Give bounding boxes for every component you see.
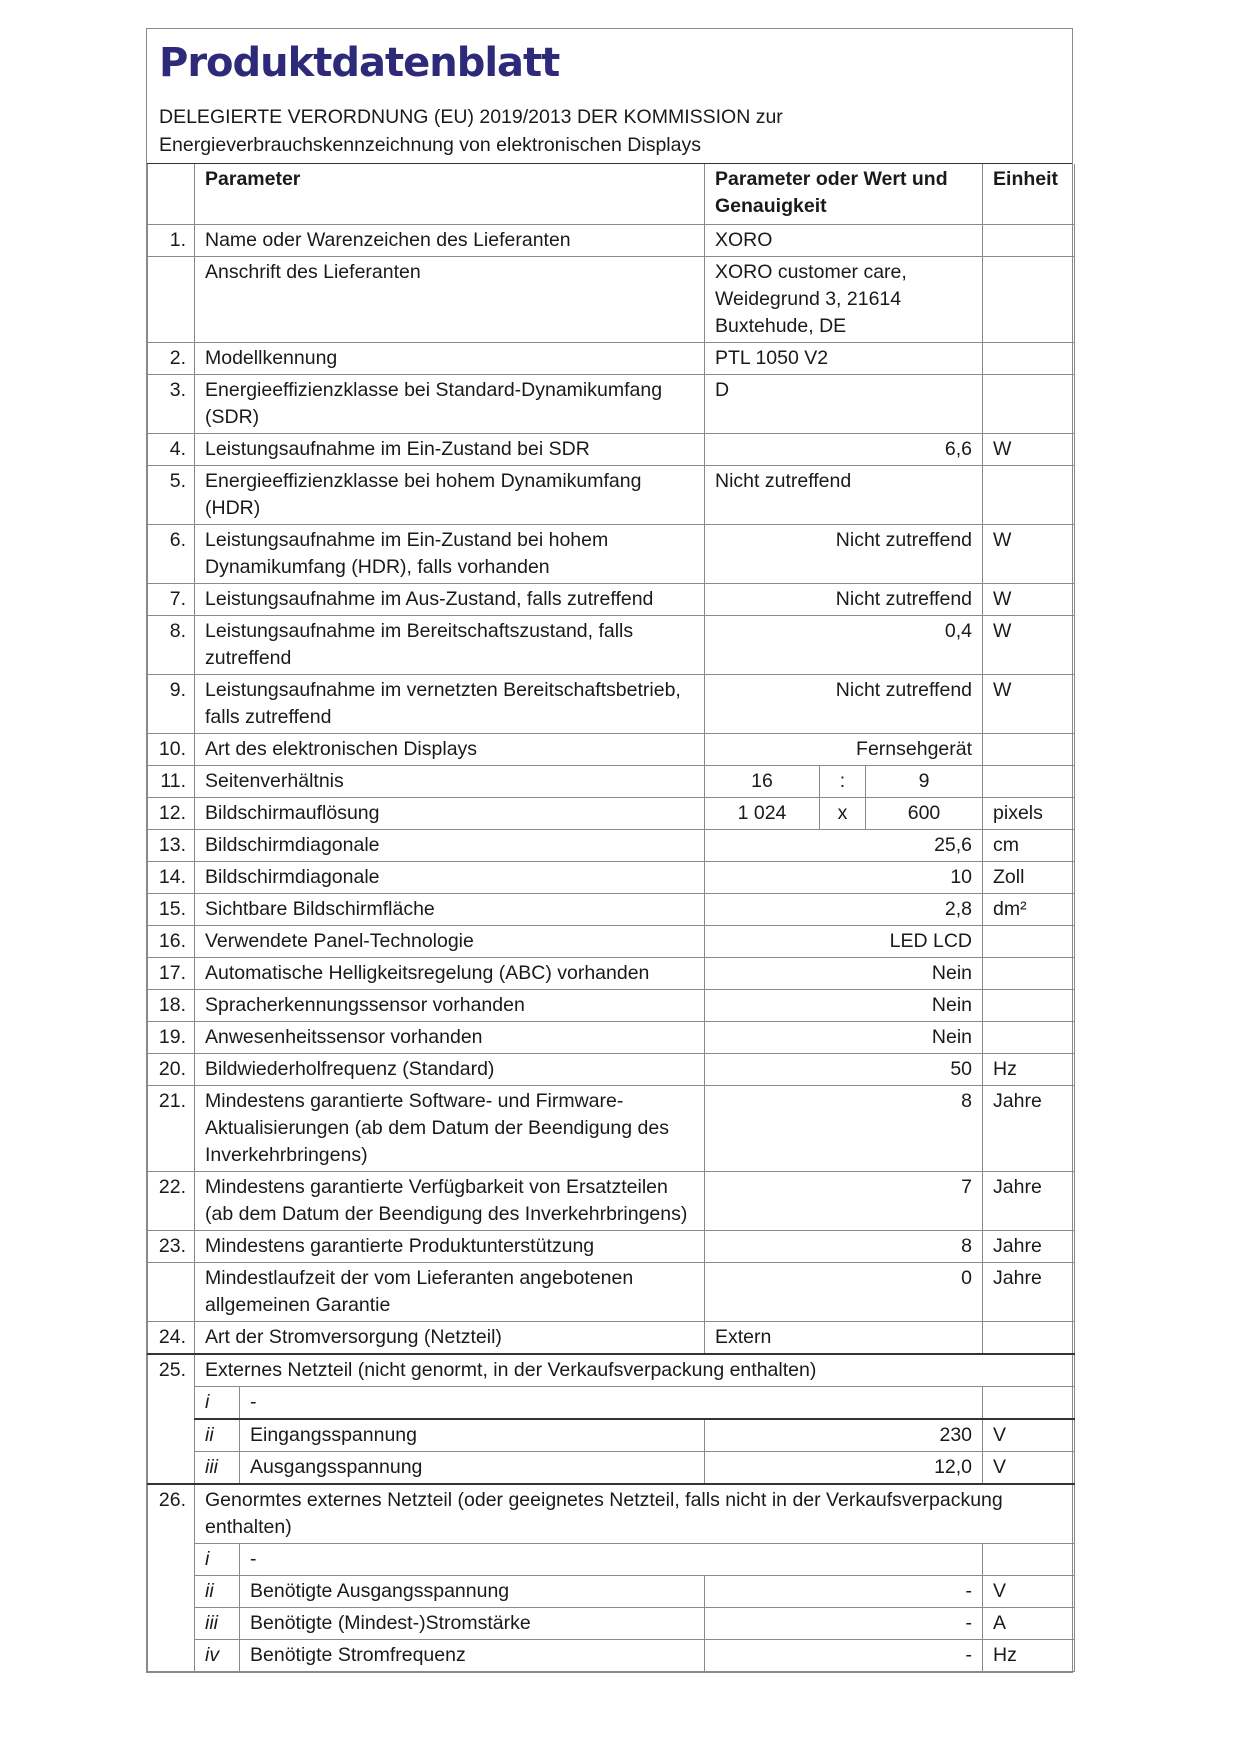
sub-item-unit: V [983,1575,1075,1607]
parameter-table [147,164,1075,1672]
row-parameter: Seitenverhältnis [195,765,705,797]
row-unit [983,224,1075,256]
sub-item-unit: V [983,1451,1075,1484]
row-value: 2,8 [705,893,983,925]
table-row [148,989,1075,1021]
subtitle-line-2: Energieverbrauchskennzeichnung von elektronischen Displays [159,134,701,156]
row-unit: cm [983,829,1075,861]
sub-item-row [148,1451,1075,1484]
row-unit [983,465,1075,524]
row-parameter: Energieeffizienzklasse bei Standard-Dynamikumfang (SDR) [195,374,705,433]
row-unit: pixels [983,797,1075,829]
row-unit: Jahre [983,1230,1075,1262]
product-data-sheet [146,28,1073,1673]
sub-item-unit: Hz [983,1639,1075,1671]
row-value: XORO customer care, Weidegrund 3, 21614 Buxtehude, DE [705,256,983,342]
row-number: 3. [148,374,195,433]
row-value: 0,4 [705,615,983,674]
table-row [148,733,1075,765]
table-row [148,1021,1075,1053]
row-value: Fernsehgerät [705,733,983,765]
table-row [148,524,1075,583]
row-number: 9. [148,674,195,733]
row-parameter: Leistungsaufnahme im Ein-Zustand bei SDR [195,433,705,465]
row-unit [983,733,1075,765]
subtitle-line-1: DELEGIERTE VERORDNUNG (EU) 2019/2013 DER KOMMISSION zur [159,106,783,128]
sub-item-roman: i [195,1386,240,1419]
row-value: 7 [705,1171,983,1230]
row-unit: W [983,674,1075,733]
row-parameter: Anwesenheitssensor vorhanden [195,1021,705,1053]
table-header-row [148,164,1075,224]
table-row [148,583,1075,615]
table-row [148,957,1075,989]
section26-title-row [148,1484,1075,1544]
header-parameter: Parameter [195,164,705,224]
row-number: 24. [148,1321,195,1354]
row-parameter: Mindestens garantierte Software- und Firmware-Aktualisierungen (ab dem Datum der Beendigung des Inverkehrbringens) [195,1085,705,1171]
title-block [147,29,1072,164]
table-row [148,1171,1075,1230]
row-parameter: Leistungsaufnahme im Aus-Zustand, falls zutreffend [195,583,705,615]
row-parameter: Bildschirmauflösung [195,797,705,829]
row-value: 6,6 [705,433,983,465]
section25-title-row [148,1354,1075,1387]
table-row [148,893,1075,925]
row-number: 22. [148,1171,195,1230]
page-title: Produktdatenblatt [159,40,560,86]
row-unit [983,374,1075,433]
row-unit: Hz [983,1053,1075,1085]
row-unit: dm² [983,893,1075,925]
row-value: Nein [705,989,983,1021]
row-unit: Jahre [983,1085,1075,1171]
row-unit: Zoll [983,861,1075,893]
row-value: LED LCD [705,925,983,957]
table-row [148,1085,1075,1171]
row-unit [983,989,1075,1021]
row-value: Nicht zutreffend [705,465,983,524]
section-title: Externes Netzteil (nicht genormt, in der Verkaufsverpackung enthalten) [195,1354,1075,1387]
row-parameter: Mindestens garantierte Produktunterstützung [195,1230,705,1262]
row-value: 0 [705,1262,983,1321]
regulation-subtitle [159,103,1060,159]
row-parameter: Energieeffizienzklasse bei hohem Dynamikumfang (HDR) [195,465,705,524]
row-number: 4. [148,433,195,465]
row-parameter: Bildschirmdiagonale [195,861,705,893]
row-number: 7. [148,583,195,615]
row-parameter: Leistungsaufnahme im Bereitschaftszustand, falls zutreffend [195,615,705,674]
row-unit [983,1021,1075,1053]
sub-item-row [148,1607,1075,1639]
sub-item-label: Eingangsspannung [240,1419,705,1452]
sub-item-roman: iv [195,1639,240,1671]
row-parameter: Art des elektronischen Displays [195,733,705,765]
table-row [148,374,1075,433]
row-parameter: Bildschirmdiagonale [195,829,705,861]
sub-item-label: - [240,1543,983,1575]
table-row [148,465,1075,524]
row-number: 6. [148,524,195,583]
row-number: 18. [148,989,195,1021]
sub-item-roman: iii [195,1607,240,1639]
row-number: 8. [148,615,195,674]
row-number: 15. [148,893,195,925]
row-unit: Jahre [983,1262,1075,1321]
sub-item-unit: A [983,1607,1075,1639]
row-parameter: Sichtbare Bildschirmfläche [195,893,705,925]
table-row [148,1230,1075,1262]
table-row [148,925,1075,957]
row-number: 2. [148,342,195,374]
row-parameter: Leistungsaufnahme im Ein-Zustand bei hohem Dynamikumfang (HDR), falls vorhanden [195,524,705,583]
sub-item-roman: i [195,1543,240,1575]
row-value: Extern [705,1321,983,1354]
row-number: 5. [148,465,195,524]
row-parameter: Modellkennung [195,342,705,374]
row-parameter: Leistungsaufnahme im vernetzten Bereitschaftsbetrieb, falls zutreffend [195,674,705,733]
row-value-b: 9 [866,765,983,797]
row-value: 50 [705,1053,983,1085]
sub-item-unit [983,1386,1075,1419]
sub-item-label: Ausgangsspannung [240,1451,705,1484]
row-unit [983,1321,1075,1354]
row-parameter: Bildwiederholfrequenz (Standard) [195,1053,705,1085]
row-number: 10. [148,733,195,765]
row-value: Nicht zutreffend [705,674,983,733]
sub-item-row [148,1386,1075,1419]
table-row [148,861,1075,893]
row-unit: W [983,524,1075,583]
sub-item-row [148,1543,1075,1575]
row-value: D [705,374,983,433]
row-parameter: Automatische Helligkeitsregelung (ABC) vorhanden [195,957,705,989]
row-number: 12. [148,797,195,829]
table-row [148,615,1075,674]
row-value-separator: : [820,765,866,797]
row-number: 23. [148,1230,195,1262]
row-unit [983,765,1075,797]
section-number: 26. [148,1484,195,1672]
row-value: 8 [705,1230,983,1262]
row-unit: W [983,615,1075,674]
table-row [148,1321,1075,1354]
row-parameter: Spracherkennungssensor vorhanden [195,989,705,1021]
row-number: 19. [148,1021,195,1053]
row-parameter: Name oder Warenzeichen des Lieferanten [195,224,705,256]
sub-item-label: - [240,1386,983,1419]
sub-item-value: 230 [705,1419,983,1452]
row-unit [983,925,1075,957]
section-title: Genormtes externes Netzteil (oder geeignetes Netzteil, falls nicht in der Verkaufsverpackung enthalten) [195,1484,1075,1544]
sub-item-row [148,1575,1075,1607]
row-parameter: Verwendete Panel-Technologie [195,925,705,957]
header-value: Parameter oder Wert und Genauigkeit [705,164,983,224]
sub-item-unit: V [983,1419,1075,1452]
sub-item-value: 12,0 [705,1451,983,1484]
row-value: 25,6 [705,829,983,861]
row-unit [983,256,1075,342]
row-value: XORO [705,224,983,256]
table-row [148,829,1075,861]
row-number: 14. [148,861,195,893]
sub-item-label: Benötigte Ausgangsspannung [240,1575,705,1607]
sub-item-roman: ii [195,1419,240,1452]
header-num [148,164,195,224]
table-row [148,433,1075,465]
table-row [148,224,1075,256]
sub-item-label: Benötigte (Mindest-)Stromstärke [240,1607,705,1639]
row-number: 20. [148,1053,195,1085]
row-unit [983,957,1075,989]
table-row [148,797,1075,829]
table-row [148,256,1075,342]
row-number [148,256,195,342]
row-value: 10 [705,861,983,893]
row-value: Nicht zutreffend [705,524,983,583]
row-unit: Jahre [983,1171,1075,1230]
row-value-a: 16 [705,765,820,797]
sub-item-roman: ii [195,1575,240,1607]
row-value: Nicht zutreffend [705,583,983,615]
row-number: 16. [148,925,195,957]
sub-item-label: Benötigte Stromfrequenz [240,1639,705,1671]
sub-item-row [148,1639,1075,1671]
row-parameter: Mindestens garantierte Verfügbarkeit von Ersatzteilen (ab dem Datum der Beendigung des Inverkehrbringens) [195,1171,705,1230]
row-number: 13. [148,829,195,861]
table-row [148,765,1075,797]
row-unit: W [983,583,1075,615]
row-parameter: Anschrift des Lieferanten [195,256,705,342]
table-row [148,1053,1075,1085]
row-value-separator: x [820,797,866,829]
sub-item-roman: iii [195,1451,240,1484]
row-unit: W [983,433,1075,465]
row-value: 8 [705,1085,983,1171]
row-value: PTL 1050 V2 [705,342,983,374]
row-value-b: 600 [866,797,983,829]
row-number: 11. [148,765,195,797]
row-value: Nein [705,957,983,989]
row-number [148,1262,195,1321]
row-number: 1. [148,224,195,256]
table-row [148,1262,1075,1321]
row-parameter: Art der Stromversorgung (Netzteil) [195,1321,705,1354]
table-row [148,674,1075,733]
table-row [148,342,1075,374]
header-unit: Einheit [983,164,1075,224]
sub-item-value: - [705,1575,983,1607]
sub-item-row [148,1419,1075,1452]
row-value-a: 1 024 [705,797,820,829]
row-number: 21. [148,1085,195,1171]
row-number: 17. [148,957,195,989]
row-parameter: Mindestlaufzeit der vom Lieferanten angebotenen allgemeinen Garantie [195,1262,705,1321]
row-unit [983,342,1075,374]
sub-item-unit [983,1543,1075,1575]
sub-item-value: - [705,1607,983,1639]
section-number: 25. [148,1354,195,1484]
sub-item-value: - [705,1639,983,1671]
row-value: Nein [705,1021,983,1053]
